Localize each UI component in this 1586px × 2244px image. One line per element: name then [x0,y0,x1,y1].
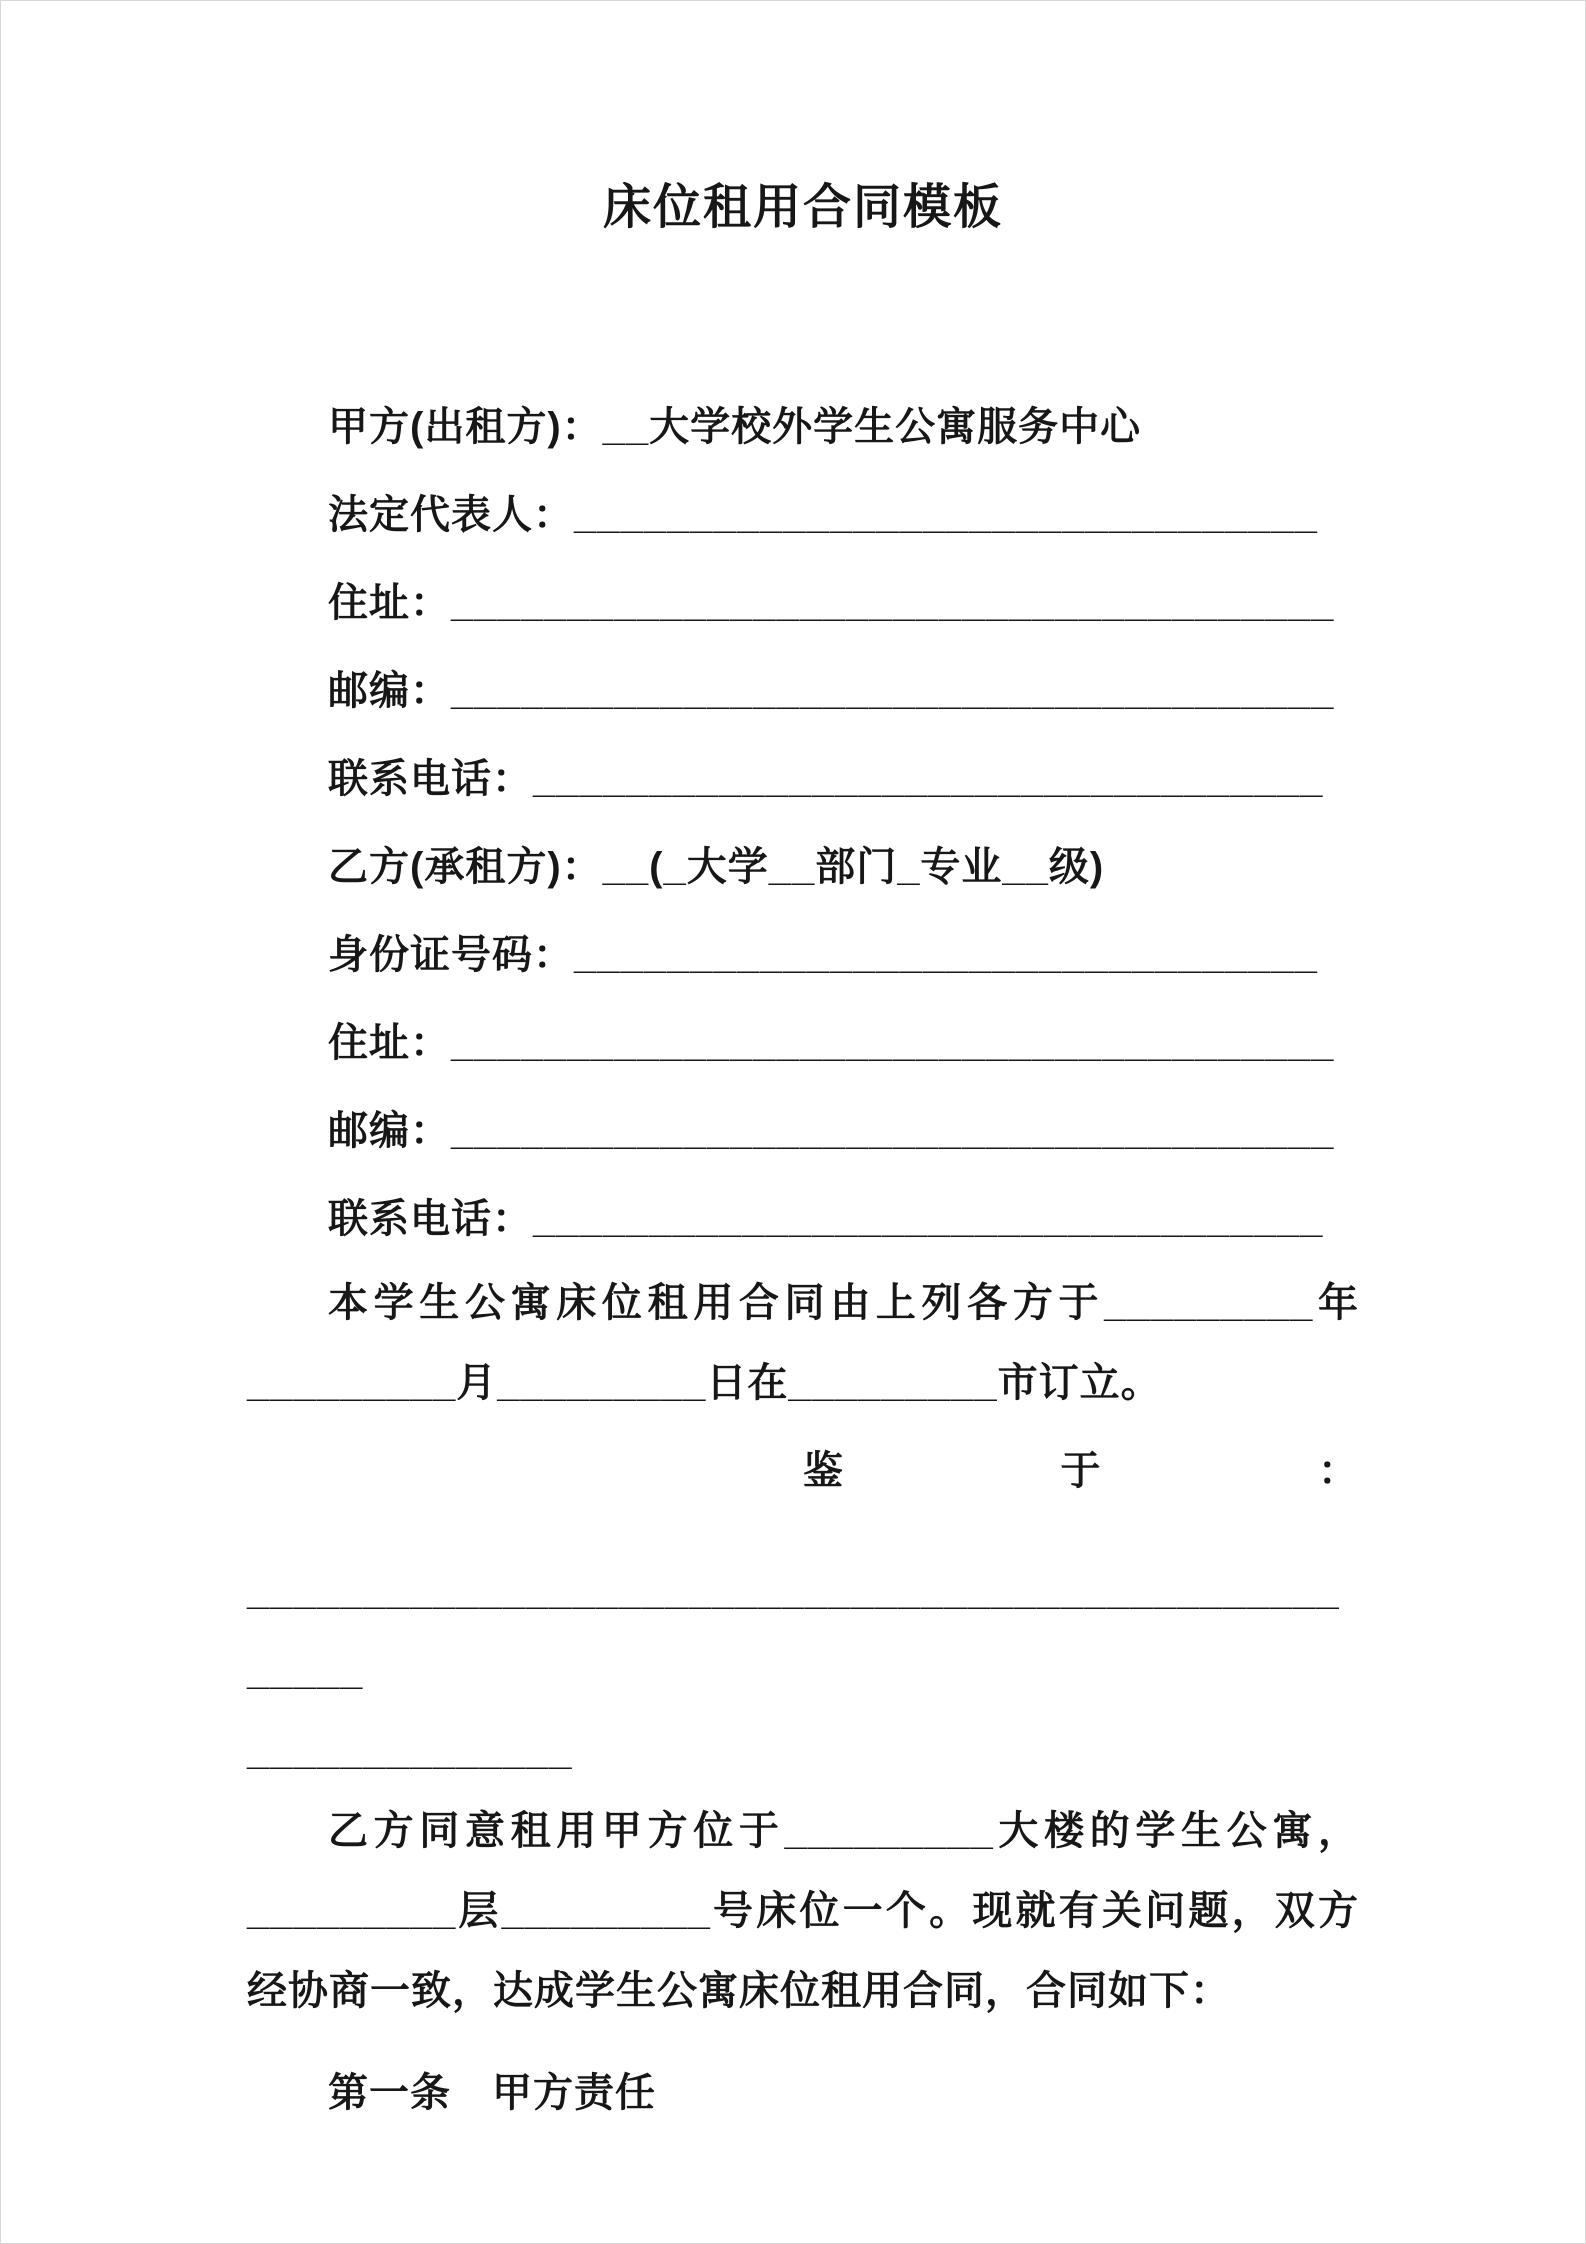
para-rental-agreement: 乙方同意租用甲方位于_________大楼的学生公寓，_________层_________号床位一个。现就有关问题，双方经协商一致，达成学生公寓床位租用合同，合同如下： [247,1809,1359,2013]
field-address-b: 住址：______________________________________ [328,1021,1335,1065]
article-1-heading: 第一条 甲方责任 [328,2071,656,2115]
field-postcode-b: 邮编：______________________________________ [328,1109,1335,1153]
field-phone-b: 联系电话：__________________________________ [328,1197,1324,1241]
para-contract-established: 本学生公寓床位租用合同由上列各方于_________年_________月_________日在_________市订立。 [247,1281,1359,1405]
blank-line-long: ____________________________________________________ [247,1569,1340,1693]
field-id-number: 身份证号码：________________________________ [328,933,1318,977]
blank-line-short: ______________ [247,1729,573,1773]
whereas-colon: ： [1318,1449,1359,1493]
field-postcode-a: 邮编：______________________________________ [328,669,1335,713]
field-phone-a: 联系电话：__________________________________ [328,757,1324,801]
document-title: 床位租用合同模板 [602,181,1003,234]
whereas-char-2: 于 [1060,1449,1102,1493]
field-party-b: 乙方(承租方)：__(_大学__部门_专业__级) [328,845,1105,889]
field-party-a: 甲方(出租方)：__大学校外学生公寓服务中心 [328,405,1142,449]
whereas-char-1: 鉴 [803,1449,844,1493]
field-legal-rep: 法定代表人：________________________________ [328,493,1318,537]
field-address-a: 住址：______________________________________ [328,581,1335,625]
para-whereas [247,1423,1359,1519]
